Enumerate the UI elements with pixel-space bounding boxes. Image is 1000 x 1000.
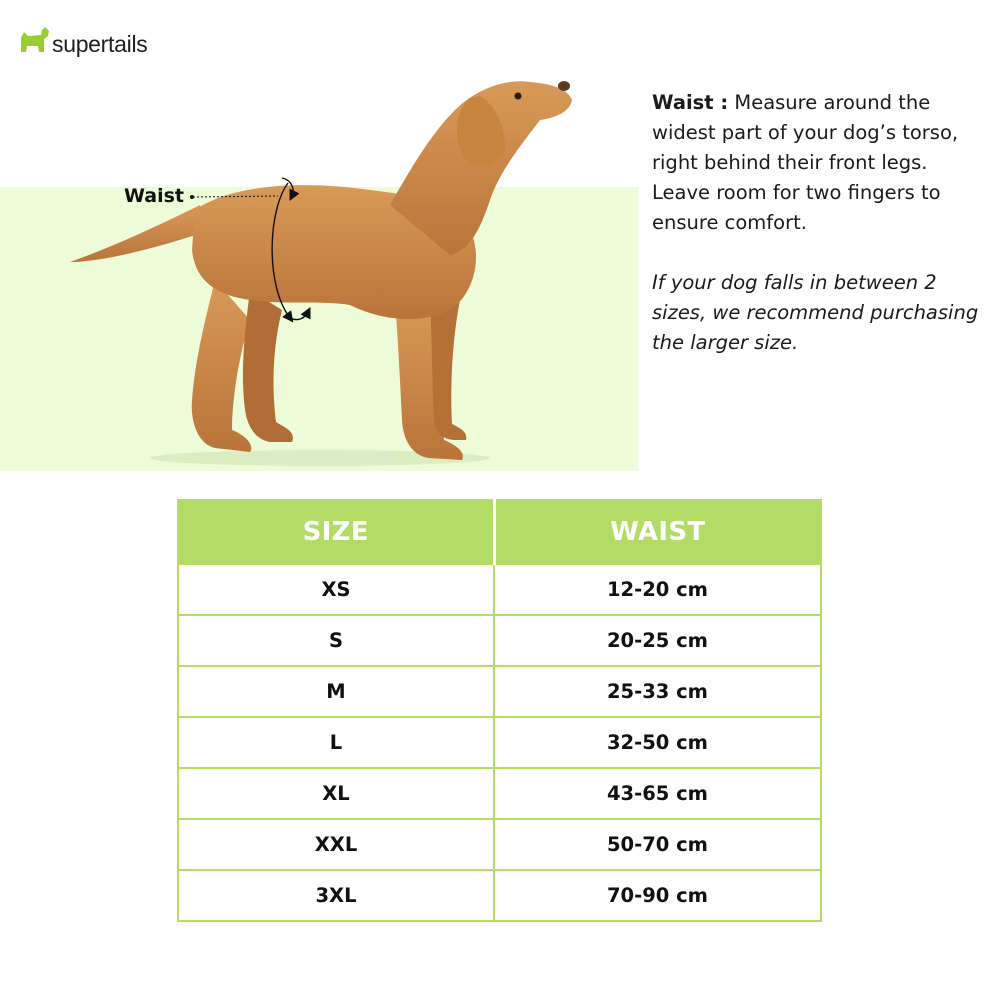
table-row <box>178 564 821 615</box>
size-cell: XS <box>178 564 494 615</box>
size-cell: S <box>178 615 494 666</box>
table-row <box>178 666 821 717</box>
waist-description: Measure around the widest part of your dog’s torso, right behind their front legs. Leave room for two fingers to ensure comfort. <box>652 91 959 234</box>
waist-column-header: WAIST <box>494 500 821 564</box>
measurement-instructions <box>652 88 988 388</box>
waist-cell: 70-90 cm <box>494 870 821 921</box>
table-row <box>178 870 821 921</box>
size-cell: 3XL <box>178 870 494 921</box>
brand-wordmark <box>52 31 147 58</box>
waist-cell: 25-33 cm <box>494 666 821 717</box>
brand-prefix: super <box>52 31 109 57</box>
waist-cell: 12-20 cm <box>494 564 821 615</box>
size-recommendation-note: If your dog falls in between 2 sizes, we recommend purchasing the larger size. <box>652 271 979 354</box>
waist-cell: 20-25 cm <box>494 615 821 666</box>
size-cell: L <box>178 717 494 768</box>
brand-suffix: tails <box>108 31 148 57</box>
table-row <box>178 819 821 870</box>
waist-annotation-label: Waist <box>124 185 185 207</box>
dog-illustration <box>0 60 640 480</box>
size-column-header: SIZE <box>178 500 494 564</box>
size-cell: M <box>178 666 494 717</box>
waist-term: Waist : <box>652 91 729 114</box>
size-cell: XXL <box>178 819 494 870</box>
table-row <box>178 615 821 666</box>
size-cell: XL <box>178 768 494 819</box>
size-chart-table <box>177 499 822 922</box>
brand-logo <box>18 24 178 64</box>
dog-silhouette-icon <box>18 24 52 58</box>
table-header-row <box>178 500 821 564</box>
waist-cell: 43-65 cm <box>494 768 821 819</box>
table-row <box>178 768 821 819</box>
waist-instruction <box>652 88 988 238</box>
waist-cell: 50-70 cm <box>494 819 821 870</box>
table-row <box>178 717 821 768</box>
waist-cell: 32-50 cm <box>494 717 821 768</box>
